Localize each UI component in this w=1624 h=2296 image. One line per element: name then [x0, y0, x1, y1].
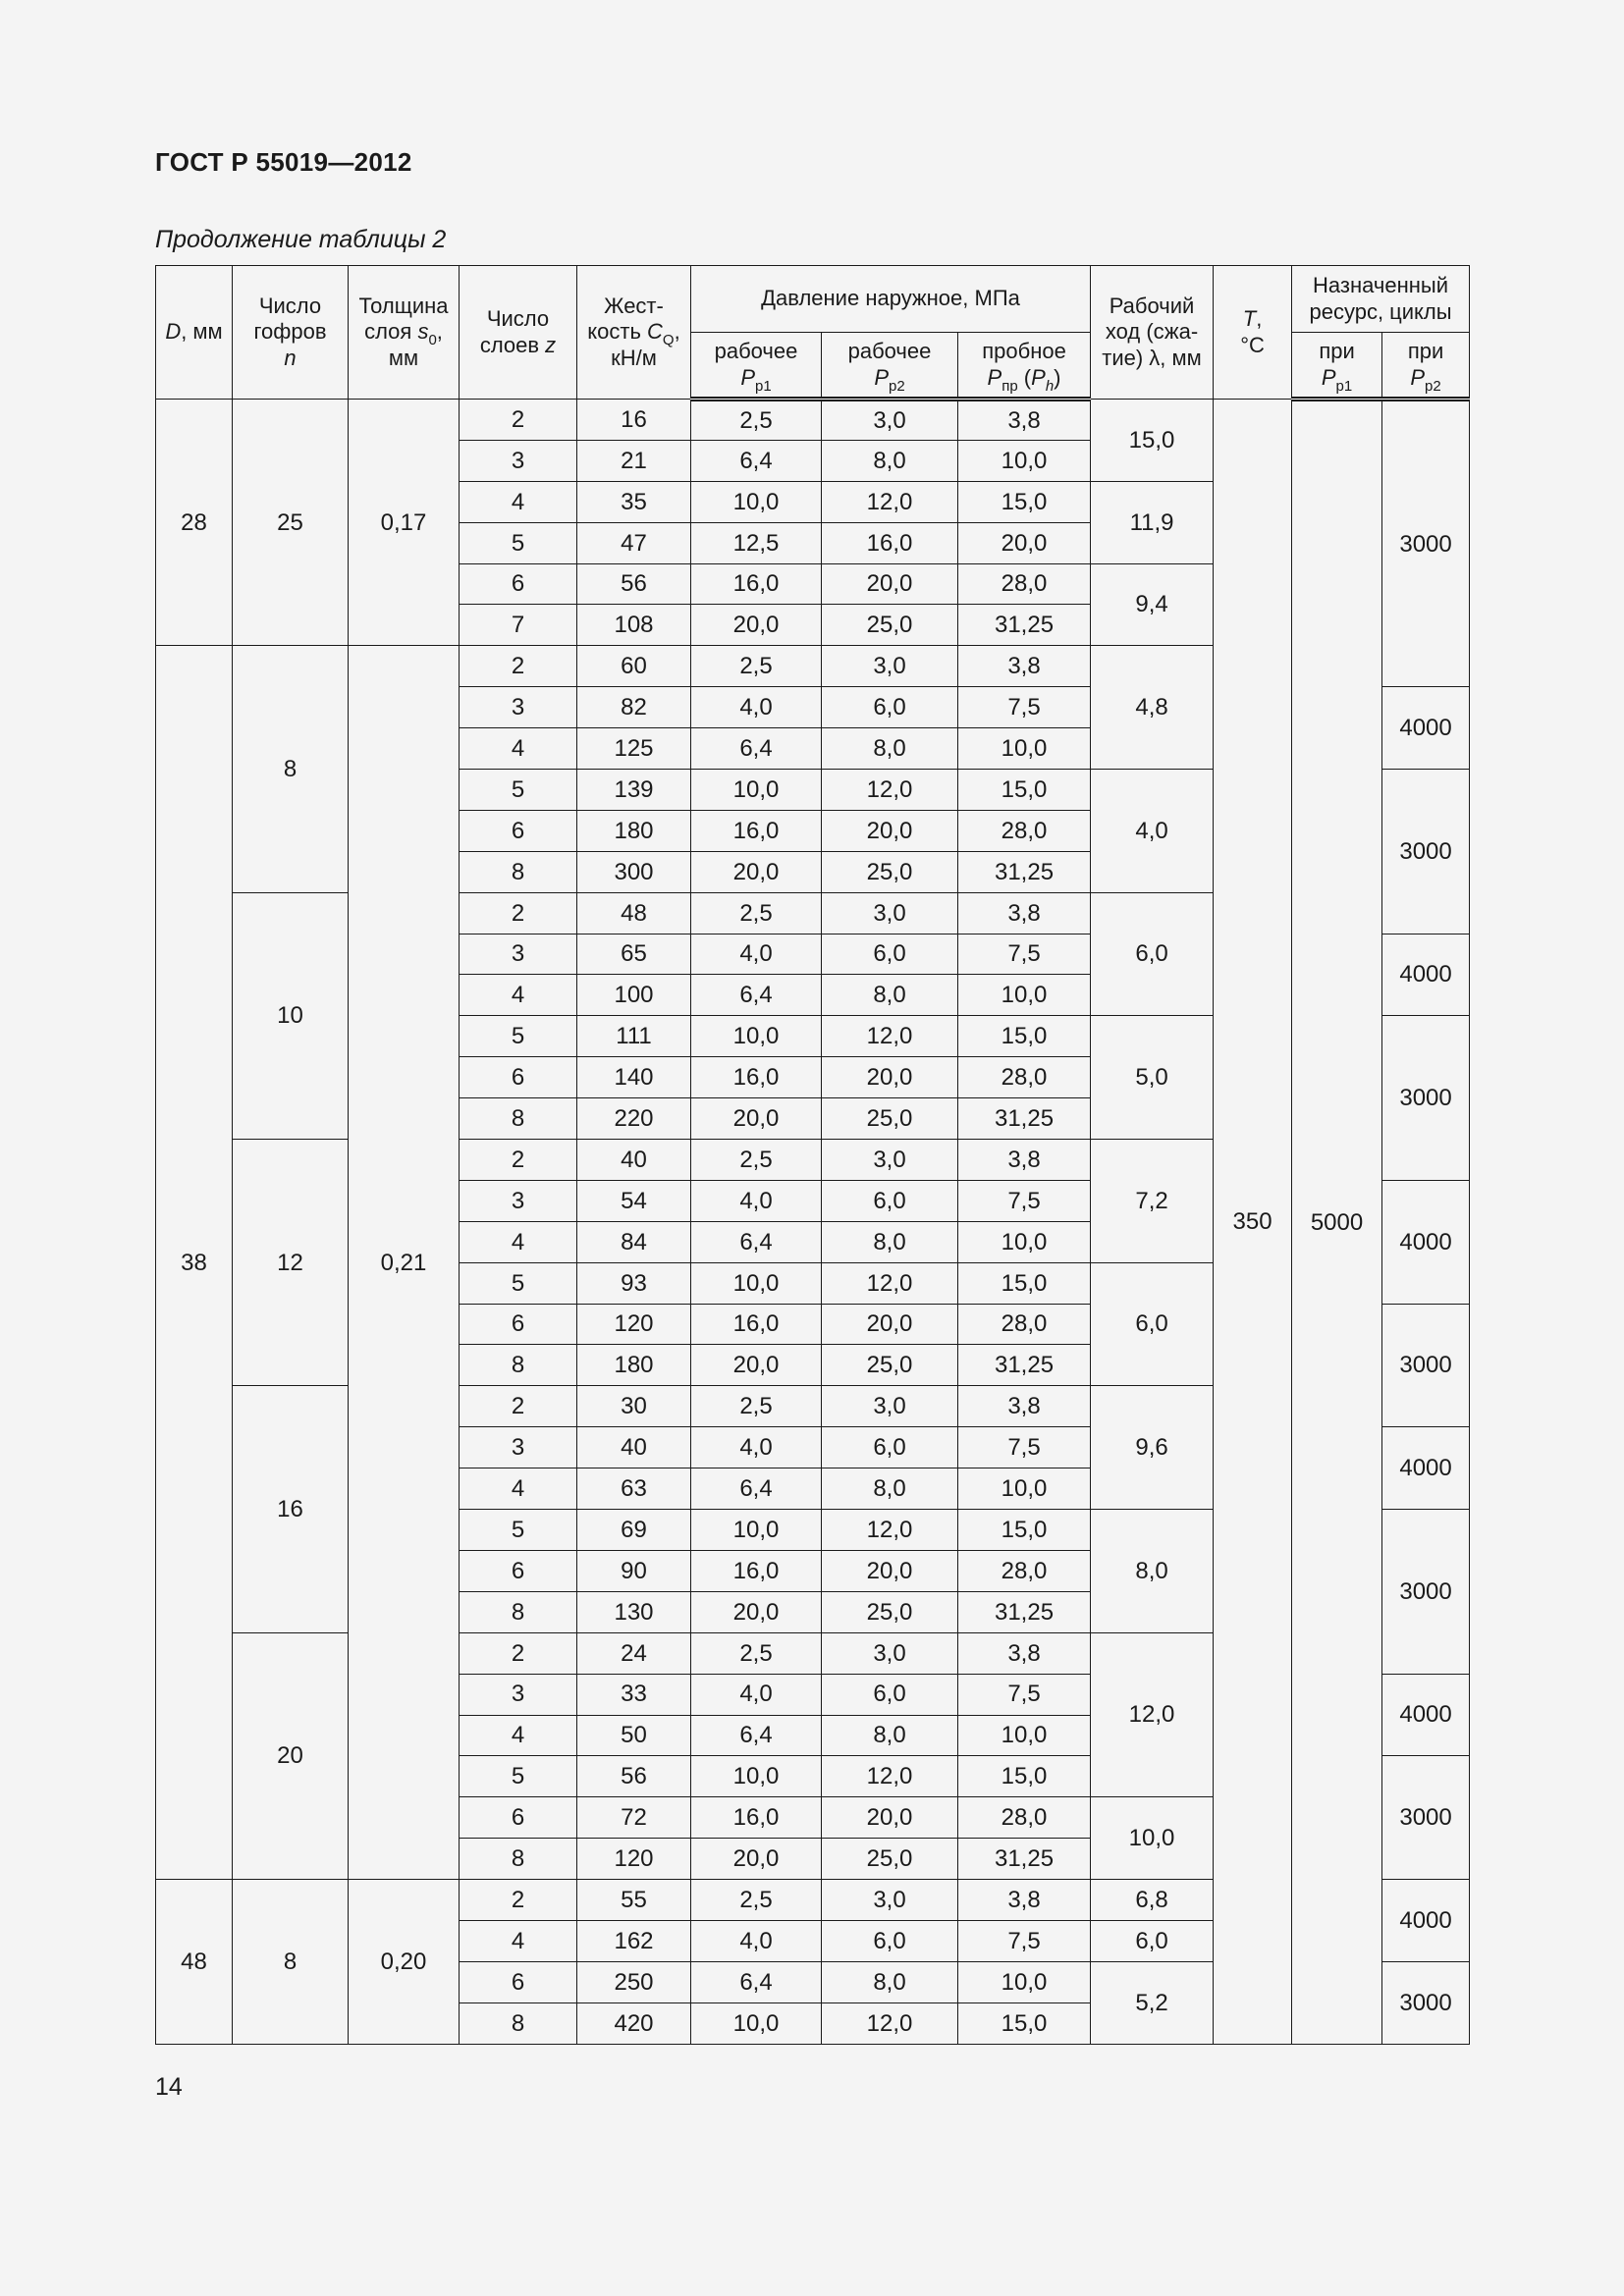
col-header-resource: Назначенный ресурс, циклы	[1292, 266, 1470, 333]
table-caption: Продолжение таблицы 2	[155, 226, 447, 253]
col-header-s0: Толщина слоя $s_0$, мм	[349, 266, 460, 400]
cell-pr: 31,25	[958, 605, 1091, 646]
cell-r2: 3000	[1382, 770, 1470, 934]
cell-n: 8	[233, 646, 349, 892]
cell-p1: 6,4	[691, 975, 822, 1016]
cell-z: 7	[460, 605, 577, 646]
cell-p2: 8,0	[822, 728, 958, 770]
cell-pr: 3,8	[958, 1632, 1091, 1674]
cell-p1: 10,0	[691, 1262, 822, 1304]
cell-p2: 3,0	[822, 646, 958, 687]
cell-p1: 20,0	[691, 851, 822, 892]
cell-pr: 15,0	[958, 1262, 1091, 1304]
cell-cq: 162	[577, 1920, 691, 1961]
col-header-t: T, °C	[1214, 266, 1292, 400]
cell-pr: 7,5	[958, 687, 1091, 728]
cell-lam: 5,2	[1091, 1961, 1214, 2044]
cell-r2: 3000	[1382, 1510, 1470, 1675]
cell-pr: 28,0	[958, 1057, 1091, 1098]
cell-z: 4	[460, 1920, 577, 1961]
cell-pr: 3,8	[958, 1386, 1091, 1427]
cell-cq: 24	[577, 1632, 691, 1674]
cell-p2: 3,0	[822, 400, 958, 441]
cell-p2: 25,0	[822, 605, 958, 646]
cell-pr: 28,0	[958, 563, 1091, 605]
cell-p1: 2,5	[691, 646, 822, 687]
cell-lam: 10,0	[1091, 1797, 1214, 1880]
cell-z: 4	[460, 1715, 577, 1756]
cell-lam: 6,0	[1091, 1920, 1214, 1961]
cell-p1: 6,4	[691, 1715, 822, 1756]
cell-p2: 3,0	[822, 1880, 958, 1921]
cell-lam: 12,0	[1091, 1632, 1214, 1797]
cell-p1: 16,0	[691, 1057, 822, 1098]
cell-z: 8	[460, 1345, 577, 1386]
cell-pr: 3,8	[958, 892, 1091, 934]
cell-pr: 10,0	[958, 975, 1091, 1016]
cell-r2: 4000	[1382, 1674, 1470, 1756]
cell-z: 2	[460, 1140, 577, 1181]
cell-lam: 9,6	[1091, 1386, 1214, 1510]
cell-z: 6	[460, 1304, 577, 1345]
cell-p1: 6,4	[691, 1468, 822, 1510]
cell-pr: 28,0	[958, 1797, 1091, 1839]
cell-p2: 6,0	[822, 1920, 958, 1961]
cell-cq: 90	[577, 1550, 691, 1591]
cell-z: 2	[460, 646, 577, 687]
cell-p2: 20,0	[822, 1797, 958, 1839]
data-table	[155, 265, 1470, 2045]
cell-cq: 21	[577, 440, 691, 481]
cell-p2: 12,0	[822, 481, 958, 522]
cell-r2: 3000	[1382, 1016, 1470, 1181]
col-header-pp2: рабочее $P_{р2}$	[822, 333, 958, 400]
cell-lam: 8,0	[1091, 1510, 1214, 1633]
cell-r2: 3000	[1382, 1961, 1470, 2044]
cell-lam: 7,2	[1091, 1140, 1214, 1263]
cell-p1: 16,0	[691, 1304, 822, 1345]
cell-cq: 111	[577, 1016, 691, 1057]
cell-p1: 4,0	[691, 1180, 822, 1221]
cell-p1: 2,5	[691, 400, 822, 441]
cell-cq: 54	[577, 1180, 691, 1221]
cell-p1: 16,0	[691, 1550, 822, 1591]
cell-p1: 20,0	[691, 1098, 822, 1140]
cell-r2: 4000	[1382, 687, 1470, 770]
cell-cq: 47	[577, 522, 691, 563]
page-number: 14	[155, 2073, 183, 2101]
cell-p2: 20,0	[822, 1550, 958, 1591]
cell-lam: 6,0	[1091, 892, 1214, 1016]
cell-pr: 7,5	[958, 1674, 1091, 1715]
cell-lam: 4,8	[1091, 646, 1214, 770]
cell-z: 2	[460, 1880, 577, 1921]
cell-n: 10	[233, 892, 349, 1139]
cell-pr: 10,0	[958, 1468, 1091, 1510]
cell-cq: 55	[577, 1880, 691, 1921]
cell-pr: 7,5	[958, 1920, 1091, 1961]
cell-cq: 420	[577, 2002, 691, 2044]
cell-p2: 25,0	[822, 1839, 958, 1880]
cell-p1: 2,5	[691, 1140, 822, 1181]
cell-p1: 2,5	[691, 892, 822, 934]
cell-r2: 4000	[1382, 1880, 1470, 1962]
cell-r2: 4000	[1382, 934, 1470, 1016]
cell-z: 8	[460, 1591, 577, 1632]
cell-cq: 139	[577, 770, 691, 811]
cell-cq: 40	[577, 1427, 691, 1468]
table-row	[156, 400, 1470, 441]
cell-pr: 31,25	[958, 1345, 1091, 1386]
cell-cq: 120	[577, 1839, 691, 1880]
cell-p1: 2,5	[691, 1632, 822, 1674]
cell-p1: 10,0	[691, 2002, 822, 2044]
cell-z: 4	[460, 1468, 577, 1510]
cell-pr: 28,0	[958, 810, 1091, 851]
cell-p2: 8,0	[822, 1468, 958, 1510]
cell-pr: 7,5	[958, 1180, 1091, 1221]
cell-cq: 180	[577, 810, 691, 851]
cell-cq: 125	[577, 728, 691, 770]
cell-pr: 15,0	[958, 1016, 1091, 1057]
cell-cq: 180	[577, 1345, 691, 1386]
cell-cq: 120	[577, 1304, 691, 1345]
cell-p2: 25,0	[822, 1591, 958, 1632]
cell-cq: 35	[577, 481, 691, 522]
cell-z: 5	[460, 522, 577, 563]
cell-z: 3	[460, 1674, 577, 1715]
cell-pr: 7,5	[958, 934, 1091, 975]
cell-n: 20	[233, 1632, 349, 1879]
cell-p1: 6,4	[691, 1221, 822, 1262]
cell-p1: 6,4	[691, 440, 822, 481]
cell-p1: 10,0	[691, 1756, 822, 1797]
cell-p1: 10,0	[691, 481, 822, 522]
cell-p2: 12,0	[822, 1756, 958, 1797]
cell-pr: 15,0	[958, 1756, 1091, 1797]
cell-z: 6	[460, 1961, 577, 2002]
cell-p2: 6,0	[822, 1674, 958, 1715]
cell-p2: 3,0	[822, 1140, 958, 1181]
cell-z: 5	[460, 1510, 577, 1551]
cell-z: 8	[460, 1098, 577, 1140]
cell-z: 3	[460, 687, 577, 728]
cell-pr: 10,0	[958, 1221, 1091, 1262]
cell-pr: 31,25	[958, 1591, 1091, 1632]
cell-p2: 8,0	[822, 440, 958, 481]
cell-z: 6	[460, 810, 577, 851]
cell-T: 350	[1214, 400, 1292, 2045]
cell-cq: 48	[577, 892, 691, 934]
cell-r2: 3000	[1382, 1756, 1470, 1880]
col-header-d: D, мм	[156, 266, 233, 400]
cell-cq: 108	[577, 605, 691, 646]
cell-p1: 2,5	[691, 1386, 822, 1427]
cell-z: 3	[460, 440, 577, 481]
cell-p2: 12,0	[822, 2002, 958, 2044]
col-header-r2: при $P_{р2}$	[1382, 333, 1470, 400]
cell-cq: 56	[577, 1756, 691, 1797]
cell-cq: 65	[577, 934, 691, 975]
cell-p2: 12,0	[822, 1510, 958, 1551]
cell-z: 6	[460, 1057, 577, 1098]
cell-p2: 25,0	[822, 1345, 958, 1386]
cell-cq: 30	[577, 1386, 691, 1427]
cell-p2: 16,0	[822, 522, 958, 563]
cell-p2: 6,0	[822, 1427, 958, 1468]
cell-pr: 3,8	[958, 646, 1091, 687]
cell-p2: 12,0	[822, 770, 958, 811]
cell-lam: 15,0	[1091, 400, 1214, 482]
col-header-pressure: Давление наружное, МПа	[691, 266, 1091, 333]
cell-p2: 20,0	[822, 1304, 958, 1345]
cell-s0: 0,17	[349, 400, 460, 646]
cell-cq: 33	[577, 1674, 691, 1715]
col-header-r1: при $P_{р1}$	[1292, 333, 1382, 400]
cell-cq: 72	[577, 1797, 691, 1839]
cell-z: 2	[460, 892, 577, 934]
cell-n: 8	[233, 1880, 349, 2045]
cell-z: 6	[460, 1797, 577, 1839]
col-header-ppr: пробное $P_{пр}$ $(P_h)$	[958, 333, 1091, 400]
cell-cq: 82	[577, 687, 691, 728]
cell-pr: 10,0	[958, 728, 1091, 770]
cell-r2: 3000	[1382, 400, 1470, 687]
cell-lam: 6,8	[1091, 1880, 1214, 1921]
cell-p2: 20,0	[822, 810, 958, 851]
cell-p1: 20,0	[691, 1839, 822, 1880]
cell-p1: 10,0	[691, 770, 822, 811]
cell-z: 8	[460, 2002, 577, 2044]
cell-p2: 6,0	[822, 687, 958, 728]
col-header-cq: Жест- кость $C_Q$, кН/м	[577, 266, 691, 400]
col-header-z: Число слоев z	[460, 266, 577, 400]
cell-p1: 10,0	[691, 1016, 822, 1057]
cell-pr: 28,0	[958, 1304, 1091, 1345]
cell-pr: 15,0	[958, 1510, 1091, 1551]
cell-cq: 69	[577, 1510, 691, 1551]
cell-z: 3	[460, 1180, 577, 1221]
cell-p2: 20,0	[822, 1057, 958, 1098]
cell-p2: 25,0	[822, 851, 958, 892]
col-header-pp1: рабочее $P_{р1}$	[691, 333, 822, 400]
cell-p1: 16,0	[691, 810, 822, 851]
cell-z: 2	[460, 1632, 577, 1674]
cell-lam: 5,0	[1091, 1016, 1214, 1140]
cell-n: 25	[233, 400, 349, 646]
cell-cq: 220	[577, 1098, 691, 1140]
cell-z: 2	[460, 1386, 577, 1427]
cell-p2: 6,0	[822, 1180, 958, 1221]
cell-z: 4	[460, 481, 577, 522]
cell-r2: 3000	[1382, 1304, 1470, 1427]
cell-pr: 3,8	[958, 1880, 1091, 1921]
cell-p2: 6,0	[822, 934, 958, 975]
cell-p1: 20,0	[691, 1591, 822, 1632]
cell-pr: 15,0	[958, 2002, 1091, 2044]
cell-n: 12	[233, 1140, 349, 1386]
cell-z: 5	[460, 1756, 577, 1797]
cell-lam: 6,0	[1091, 1262, 1214, 1386]
cell-p1: 12,5	[691, 522, 822, 563]
cell-lam: 11,9	[1091, 481, 1214, 563]
cell-cq: 40	[577, 1140, 691, 1181]
cell-p1: 4,0	[691, 934, 822, 975]
cell-cq: 60	[577, 646, 691, 687]
cell-pr: 28,0	[958, 1550, 1091, 1591]
cell-p1: 6,4	[691, 728, 822, 770]
cell-z: 4	[460, 1221, 577, 1262]
cell-D: 48	[156, 1880, 233, 2045]
cell-p1: 4,0	[691, 687, 822, 728]
cell-p2: 8,0	[822, 975, 958, 1016]
cell-lam: 9,4	[1091, 563, 1214, 646]
cell-p2: 3,0	[822, 1632, 958, 1674]
cell-pr: 20,0	[958, 522, 1091, 563]
cell-cq: 130	[577, 1591, 691, 1632]
cell-cq: 56	[577, 563, 691, 605]
cell-pr: 31,25	[958, 1098, 1091, 1140]
cell-p1: 2,5	[691, 1880, 822, 1921]
cell-cq: 84	[577, 1221, 691, 1262]
cell-pr: 15,0	[958, 770, 1091, 811]
cell-z: 5	[460, 1262, 577, 1304]
cell-p2: 3,0	[822, 1386, 958, 1427]
document-title: ГОСТ Р 55019—2012	[155, 147, 412, 177]
cell-cq: 140	[577, 1057, 691, 1098]
cell-cq: 250	[577, 1961, 691, 2002]
cell-z: 4	[460, 975, 577, 1016]
cell-pr: 31,25	[958, 1839, 1091, 1880]
cell-p1: 4,0	[691, 1674, 822, 1715]
cell-p2: 25,0	[822, 1098, 958, 1140]
cell-s0: 0,20	[349, 1880, 460, 2045]
cell-pr: 10,0	[958, 440, 1091, 481]
cell-z: 8	[460, 1839, 577, 1880]
cell-p1: 16,0	[691, 1797, 822, 1839]
cell-p2: 8,0	[822, 1715, 958, 1756]
cell-cq: 100	[577, 975, 691, 1016]
cell-r2: 4000	[1382, 1180, 1470, 1304]
cell-cq: 300	[577, 851, 691, 892]
cell-p1: 20,0	[691, 605, 822, 646]
cell-p2: 12,0	[822, 1262, 958, 1304]
cell-pr: 15,0	[958, 481, 1091, 522]
cell-r1: 5000	[1292, 400, 1382, 2045]
cell-D: 38	[156, 646, 233, 1880]
cell-z: 5	[460, 1016, 577, 1057]
cell-pr: 7,5	[958, 1427, 1091, 1468]
cell-p1: 4,0	[691, 1920, 822, 1961]
cell-z: 2	[460, 400, 577, 441]
cell-pr: 3,8	[958, 400, 1091, 441]
cell-p1: 20,0	[691, 1345, 822, 1386]
cell-pr: 10,0	[958, 1961, 1091, 2002]
cell-z: 8	[460, 851, 577, 892]
cell-z: 6	[460, 563, 577, 605]
table-body	[156, 400, 1470, 2045]
table-header	[156, 266, 1470, 400]
col-header-stroke: Рабочий ход (сжа- тие) λ, мм	[1091, 266, 1214, 400]
cell-p1: 4,0	[691, 1427, 822, 1468]
cell-p1: 16,0	[691, 563, 822, 605]
cell-p2: 20,0	[822, 563, 958, 605]
cell-cq: 63	[577, 1468, 691, 1510]
cell-cq: 16	[577, 400, 691, 441]
cell-p2: 8,0	[822, 1961, 958, 2002]
cell-z: 6	[460, 1550, 577, 1591]
cell-D: 28	[156, 400, 233, 646]
cell-pr: 3,8	[958, 1140, 1091, 1181]
cell-p1: 10,0	[691, 1510, 822, 1551]
cell-pr: 10,0	[958, 1715, 1091, 1756]
cell-pr: 31,25	[958, 851, 1091, 892]
cell-p2: 8,0	[822, 1221, 958, 1262]
cell-p2: 3,0	[822, 892, 958, 934]
cell-n: 16	[233, 1386, 349, 1632]
cell-p1: 6,4	[691, 1961, 822, 2002]
cell-lam: 4,0	[1091, 770, 1214, 893]
cell-s0: 0,21	[349, 646, 460, 1880]
col-header-n: Число гофров n	[233, 266, 349, 400]
cell-cq: 93	[577, 1262, 691, 1304]
cell-z: 4	[460, 728, 577, 770]
cell-r2: 4000	[1382, 1427, 1470, 1510]
cell-p2: 12,0	[822, 1016, 958, 1057]
cell-z: 3	[460, 934, 577, 975]
cell-z: 5	[460, 770, 577, 811]
cell-z: 3	[460, 1427, 577, 1468]
cell-cq: 50	[577, 1715, 691, 1756]
